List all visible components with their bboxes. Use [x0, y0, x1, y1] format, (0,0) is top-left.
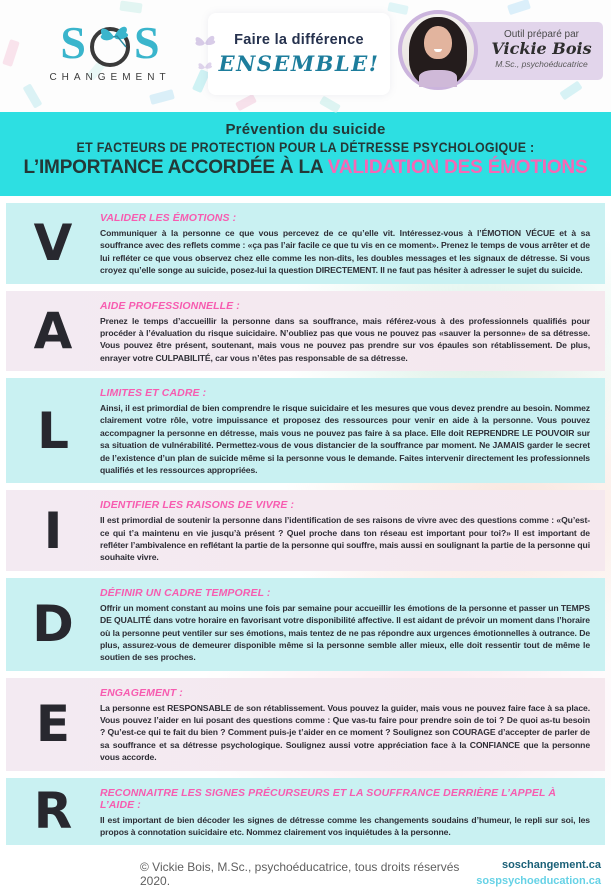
confetti-decor [2, 39, 20, 67]
logo-letter: S [134, 17, 160, 68]
author-title: M.Sc., psychoéducatrice [495, 59, 588, 70]
section-heading: RECONNAITRE LES SIGNES PRÉCURSEURS ET LA SOUFFRANCE DERRIÈRE L’APPEL À L’AIDE : [100, 786, 557, 811]
banner-line3-highlight: VALIDATION DES ÉMOTIONS [327, 157, 588, 178]
link-sospsychoeducation[interactable]: sospsychoeducation.ca [476, 875, 601, 888]
section-body: Il est primordial de soutenir la personne dans l’identification de ses raisons de vivre avec des questions comme : «Qu’est-ce qui t’a maintenu en vie jusqu’à présent ? Quel proche dans ton réseau est important pour toi?» Il est important de refléter l’ambivalence en reflétant la partie de la personne qui souffre, mais aussi en soulignant la partie de la personne qui souhaite vivre. [100, 515, 590, 563]
section-letter: I [43, 501, 63, 560]
avatar-face [424, 26, 451, 59]
section-heading: IDENTIFIER LES RAISONS DE VIVRE : [100, 499, 295, 512]
banner-line3 [0, 157, 611, 179]
section-limites [6, 378, 605, 483]
banner-line1: Prévention du suicide [225, 121, 386, 138]
title-banner [0, 112, 611, 196]
confetti-decor [119, 1, 142, 14]
section-definir [6, 578, 605, 671]
confetti-decor [23, 83, 43, 108]
footer [0, 852, 611, 890]
section-heading: LIMITES ET CADRE : [100, 387, 207, 399]
main-content [0, 196, 611, 845]
confetti-decor [559, 81, 582, 101]
section-body: La personne est RESPONSABLE de son rétablissement. Vous pouvez la guider, mais vous ne pouvez faire face à sa place. Vous pouvez l’aider en lui posant des questions comme : Que vas-tu faire pour prendre soin de toi ? De quoi as-tu besoin ? Qu’est-ce qui te fait du bien ? Comment puis-je t’aider en ce moment ? Soulignez son COURAGE d’accepter de parler de sa souffrance et sa détresse psychologique. Soulignez aussi votre appréciation face à la CONFIANCE que la personne vous accorde. [100, 702, 590, 763]
site-links [476, 858, 601, 890]
section-body: Prenez le temps d’accueillir la personne dans sa souffrance, mais référez-vous à des professionnels qualifiés pour procéder à l’évaluation du risque suicidaire. N’oubliez pas que vous ne pouvez pas «sauver la personne» de sa détresse. Vous pouvez être présent, soutenant, mais vous ne pouvez pas prendre sur vos épaules son rétablissement. De plus, enrayer votre CULPABILITÉ, car vous n’êtes pas responsable de sa détresse. [100, 315, 590, 363]
section-heading: VALIDER LES ÉMOTIONS : [100, 212, 237, 224]
tagline-card [208, 13, 390, 95]
logo-wordmark: CHANGEMENT [49, 72, 171, 83]
tagline-line2: ENSEMBLE! [218, 51, 380, 76]
butterfly-icon [196, 59, 214, 77]
section-heading: ENGAGEMENT : [100, 686, 183, 699]
section-engagement [6, 678, 605, 771]
section-letter: V [33, 214, 73, 273]
section-body: Il est important de bien décoder les signes de détresse comme les changements soudains d’humeur, le repli sur soi, les propos à connotation suicidaire etc. Nommez clairement vos inquiétudes à la personne. [100, 814, 590, 837]
banner-line3-prefix: L’IMPORTANCE ACCORDÉE À LA [23, 157, 328, 178]
confetti-decor [507, 0, 531, 15]
confetti-decor [235, 94, 257, 111]
section-letter: R [33, 782, 73, 841]
banner-line2: ET FACTEURS DE PROTECTION POUR LA DÉTRESSE PSYCHOLOGIQUE : [76, 140, 535, 155]
section-heading: DÉFINIR UN CADRE TEMPOREL : [100, 586, 271, 599]
section-body: Communiquer à la personne ce que vous percevez de ce qu’elle vit. Intéressez-vous à l’ÉMOTION VÉCUE et à sa souffrance avec des reflets comme : «ça pas l’air facile ce que tu vis en ce moment». Prenez le temps de vous arrêter et de lui refléter ce que vous observez chez elle comme les non-dits, les doubles messages et les signaux de détresse. Si vous croyez qu’elle songe au suicide, posez-lui la question DIRECTEMENT. Il ne faut pas hésiter à adresser le sujet du suicide. [100, 228, 590, 276]
section-body: Ainsi, il est primordial de bien comprendre le risque suicidaire et les mesures que vous devez prendre au besoin. Nommez clairement votre rôle, votre impuissance et proposez des ressources pour venir en aide à la personne. Vous pouvez accompagner la personne en détresse, mais vous ne pouvez pas faire à sa place. Elle doit REPRENDRE LE POUVOIR sur sa situation de vulnérabilité. Permettez-vous de vous distancier de la souffrance par moment. Ne JAMAIS garder le secret de l’existence d’un plan de suicide même si la personne vous le demande. Faites intervenir directement les professionnels qualifiés et les ressources appropriées. [100, 403, 590, 475]
sos-logo [30, 14, 190, 83]
copyright-text: © Vickie Bois, M.Sc., psychoéducatrice, tous droits réservés 2020. [140, 860, 460, 889]
confetti-decor [387, 2, 408, 15]
logo-letter: S [60, 17, 86, 68]
section-identifier [6, 490, 605, 571]
section-valider [6, 203, 605, 284]
section-letter: D [32, 595, 74, 654]
prepared-by-label: Outil préparé par [503, 29, 580, 40]
section-heading: AIDE PROFESSIONNELLE : [100, 299, 240, 312]
butterfly-icon [192, 31, 218, 57]
confetti-decor [319, 96, 341, 114]
butterfly-icon [96, 21, 132, 55]
logo-ring [90, 27, 130, 67]
section-body: Offrir un moment constant au moins une fois par semaine pour accueillir les émotions de la personne et passer un TEMPS DE QUALITÉ dans votre horaire en favorisant votre disponibilité affective. Il est aidant de prévoir un moment dans l’horaire où la personne peut ventiler sur ses émotions, mais tentez de ne pas répondre aux urgences émotionnelles à outrance. De plus, assurez-vous de demeurer disponible même si la personne semble aller mieux, elle doit ressentir tout de même le soutien de ses proches. [100, 602, 590, 663]
author-name: Vickie Bois [491, 39, 592, 58]
link-soschangement[interactable]: soschangement.ca [501, 859, 601, 872]
section-letter: L [37, 401, 69, 460]
section-aide [6, 291, 605, 372]
header [0, 0, 611, 112]
section-letter: E [35, 695, 71, 754]
confetti-decor [149, 89, 175, 105]
avatar-clothes [419, 70, 456, 87]
avatar-photo [398, 10, 478, 90]
section-letter: A [33, 301, 73, 360]
tagline-line1: Faire la différence [234, 32, 364, 48]
section-reconnaitre [6, 778, 605, 846]
